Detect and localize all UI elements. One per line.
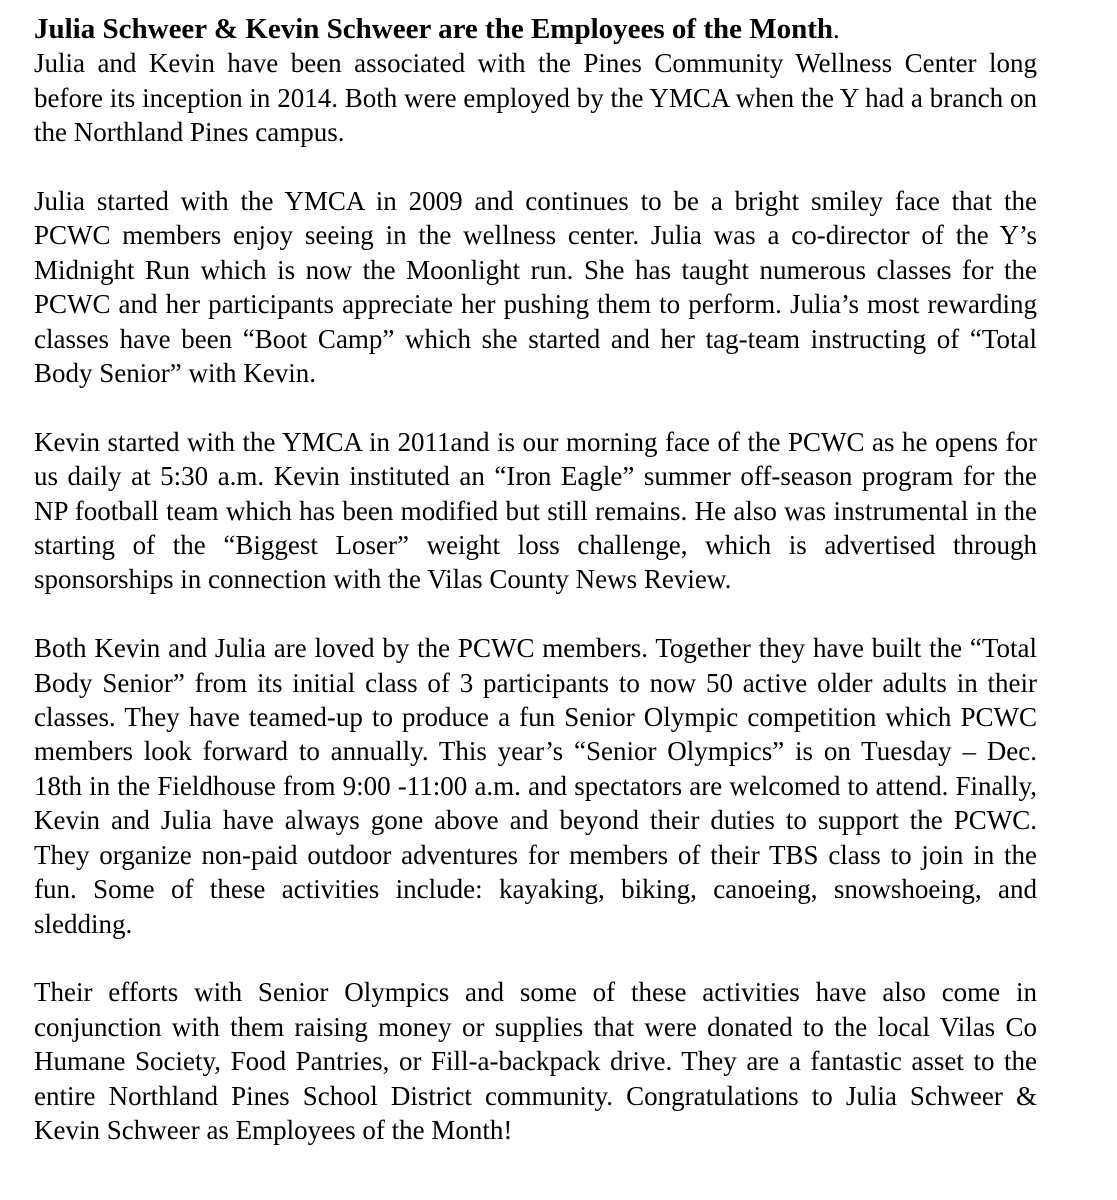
- paragraph-efforts: Their efforts with Senior Olympics and some of these activities have also come in conjunction with them raising money or supplies that were donated to the local Vilas Co Humane Society, Food Pantries, or Fill-a-backpack drive. They are a fantastic asset to the entire Northland Pines School District community. Congratulations to Julia Schweer & Kevin Schweer as Employees of the Month!: [34, 977, 1037, 1145]
- document-page: [34, 12, 1037, 1147]
- title-period: .: [833, 14, 840, 44]
- paragraph-julia: Julia started with the YMCA in 2009 and continues to be a bright smiley face that the PCWC members enjoy seeing in the wellness center. Julia was a co-director of the Y’s Midnight Run which is now the Moonlight run. She has taught numerous classes for the PCWC and her participants appreciate her pushing them to perform. Julia’s most rewarding classes have been “Boot Camp” which she started and her tag-team instructing of “Total Body Senior” with Kevin.: [34, 186, 1037, 389]
- paragraph-association: Julia and Kevin have been associated with the Pines Community Wellness Center long before its inception in 2014. Both were employed by the YMCA when the Y had a branch on the Northland Pines campus.: [34, 48, 1037, 148]
- title-line: [34, 12, 1037, 46]
- paragraph-kevin: Kevin started with the YMCA in 2011and is our morning face of the PCWC as he opens for us daily at 5:30 a.m. Kevin instituted an “Iron Eagle” summer off-season program for the NP football team which has been modified but still remains. He also was instrumental in the starting of the “Biggest Loser” weight loss challenge, which is advertised through sponsorships in connection with the Vilas County News Review.: [34, 426, 1037, 595]
- paragraph-together: Both Kevin and Julia are loved by the PCWC members. Together they have built the “Total Body Senior” from its initial class of 3 participants to now 50 active older adults in their classes. They have teamed-up to produce a fun Senior Olympic competition which PCWC members look forward to annually. This year’s “Senior Olympics” is on Tuesday – Dec. 18th in the Fieldhouse from 9:00 -11:00 a.m. and spectators are welcomed to attend. Finally, Kevin and Julia have always gone above and beyond their duties to support the PCWC. They organize non-paid outdoor adventures for members of their TBS class to join in the fun. Some of these activities include: kayaking, biking, canoeing, snowshoeing, and sledding.: [34, 633, 1037, 939]
- document-title: Julia Schweer & Kevin Schweer are the Employees of the Month: [34, 13, 834, 45]
